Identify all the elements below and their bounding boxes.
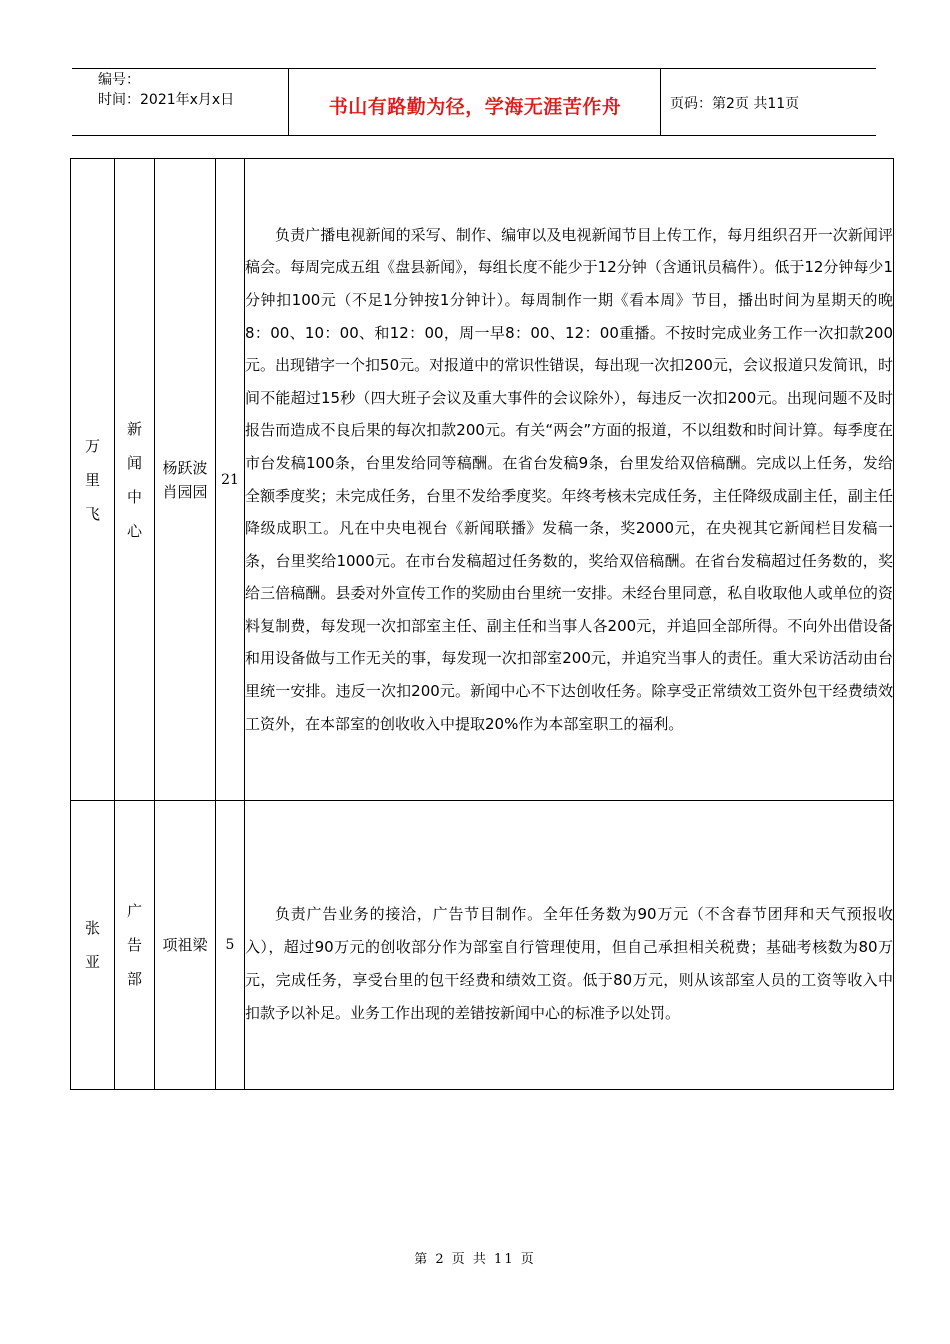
header-divider-left — [288, 68, 289, 135]
staff-cell — [155, 801, 216, 1090]
header-top-rule — [72, 68, 876, 69]
department-char: 心 — [126, 521, 142, 540]
header-motto: 书山有路勤为径，学海无涯苦作舟 — [328, 96, 622, 118]
header-divider-right — [660, 68, 661, 135]
serial-label: 编号： — [98, 72, 140, 88]
person-cell — [71, 159, 115, 801]
description-text: 负责广播电视新闻的采写、制作、编审以及电视新闻节目上传工作，每月组织召开一次新闻评稿会。每周完成五组《盘县新闻》，每组长度不能少于12分钟（含通讯员稿件）。低于12分钟每少1分钟扣100元（不足1分钟按1分钟计）。每周制作一期《看本周》节目，播出时间为星期天的晚8：00、10：00、和12：00，周一早8：00、12：00重播。不按时完成业务工作一次扣款200元。出现错字一个扣50元。对报道中的常识性错误，每出现一次扣200元，会议报道只发简讯，时间不能超过15秒（四大班子会议及重大事件的会议除外），每违反一次扣200元。出现问题不及时报告而造成不良后果的每次扣款200元。有关“两会”方面的报道，不以组数和时间计算。每季度在市台发稿100条，台里发给同等稿酬。在省台发稿9条，台里发给双倍稿酬。完成以上任务，发给全额季度奖；未完成任务，台里不发给季度奖。年终考核未完成任务，主任降级成副主任，副主任降级成职工。凡在中央电视台《新闻联播》发稿一条，奖2000元，在央视其它新闻栏目发稿一条，台里奖给1000元。在市台发稿超过任务数的，奖给双倍稿酬。在省台发稿超过任务数的，奖给三倍稿酬。县委对外宣传工作的奖励由台里统一安排。未经台里同意，私自收取他人或单位的资料复制费，每发现一次扣部室主任、副主任和当事人各200元，并追回全部所得。不向外出借设备和用设备做与工作无关的事，每发现一次扣部室200元，并追究当事人的责任。重大采访活动由台里统一安排。违反一次扣200元。新闻中心不下达创收任务。除享受正常绩效工资外包干经费绩效工资外，在本部室的创收收入中提取20%作为本部室职工的福利。 — [245, 225, 893, 733]
department-char: 中 — [126, 487, 142, 506]
staff-name: 杨跃波 — [162, 458, 208, 477]
person-char: 亚 — [84, 953, 100, 971]
person-cell — [71, 801, 115, 1090]
staff-cell — [155, 159, 216, 801]
department-cell — [115, 159, 155, 801]
table-row — [71, 159, 894, 801]
description-cell — [245, 159, 894, 801]
description-text: 负责广告业务的接洽，广告节目制作。全年任务数为90万元（不含春节团拜和天气预报收入），超过90万元的创收部分作为部室自行管理使用，但自己承担相关税费；基础考核数为80万元，完成任务，享受台里的包干经费和绩效工资。低于80万元，则从该部室人员的工资等收入中扣款予以补足。业务工作出现的差错按新闻中心的标准予以处罚。 — [245, 905, 893, 1022]
department-char: 闻 — [126, 453, 142, 472]
description-cell — [245, 801, 894, 1090]
count-cell: 5 — [216, 801, 245, 1090]
department-char: 广 — [126, 902, 142, 920]
staff-name: 项祖梁 — [162, 936, 208, 954]
responsibility-table — [70, 158, 894, 1090]
header-bottom-rule — [72, 135, 876, 136]
person-char: 里 — [84, 470, 100, 489]
header-page-info: 页码：第2页 共11页 — [670, 96, 800, 112]
person-char: 张 — [84, 919, 100, 937]
department-char: 告 — [126, 936, 142, 954]
count-cell: 21 — [216, 159, 245, 801]
department-char: 新 — [126, 419, 142, 438]
department-char: 部 — [126, 970, 142, 988]
department-cell — [115, 801, 155, 1090]
time-label: 时间：2021年x月x日 — [98, 92, 235, 108]
person-char: 万 — [84, 436, 100, 455]
staff-name: 肖园园 — [162, 482, 208, 501]
table-row — [71, 801, 894, 1090]
page-footer: 第 2 页 共 11 页 — [414, 1252, 536, 1267]
header-left-block — [98, 70, 234, 110]
person-char: 飞 — [84, 504, 100, 523]
